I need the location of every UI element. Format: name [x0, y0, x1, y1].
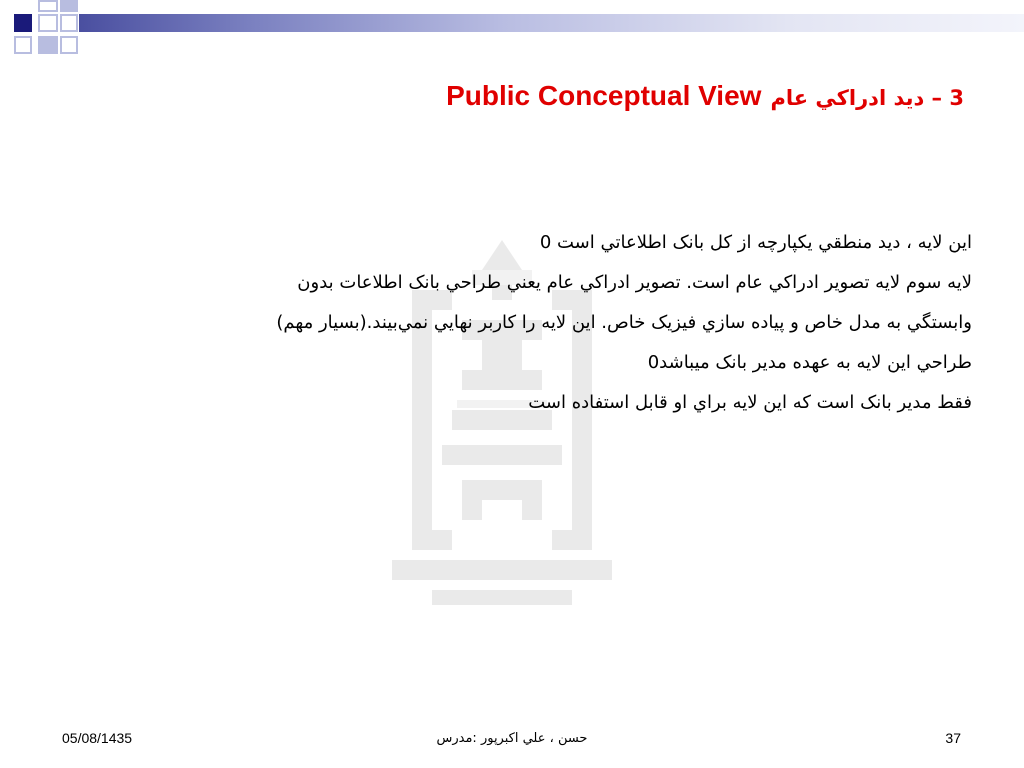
decor-square-lavender-1: [60, 0, 78, 12]
body-line-2: لايه سوم لايه تصوير ادراکي عام است. تصوير ادراکي عام يعني طراحي بانک اطلاعات بدون: [297, 272, 972, 293]
slide-title: [446, 78, 964, 116]
slide-title-arabic: 3 – ديد ادراکي عام: [770, 86, 964, 110]
footer-author: حسن ، علي اکبرپور :مدرس: [436, 731, 588, 746]
header-gradient-bar: [79, 14, 1024, 32]
body-line-5: فقط مدير بانک است که اين لايه براي او قابل استفاده است: [528, 392, 972, 413]
slide-body: [72, 223, 972, 423]
body-line-4: طراحي اين لايه به عهده مدير بانک ميباشد0: [647, 352, 972, 373]
decor-square-outline-1: [38, 0, 58, 12]
decor-square-outline-4: [14, 36, 32, 54]
body-line-1: اين لايه ، ديد منطقي يکپارچه از کل بانک اطلاعاتي است 0: [539, 232, 972, 253]
decor-square-navy: [14, 14, 32, 32]
body-line-3: وابستگي به مدل خاص و پياده سازي فيزيک خاص. اين لايه را کاربر نهايي نمي‌بيند.(بسيار مهم): [276, 312, 972, 333]
footer-date: 05/08/1435: [62, 730, 133, 746]
slide-title-english: Public Conceptual View: [446, 80, 762, 111]
decor-square-outline-5: [60, 36, 78, 54]
decor-square-outline-3: [60, 14, 78, 32]
decor-square-lavender-2: [38, 36, 58, 54]
decor-square-outline-2: [38, 14, 58, 32]
footer-page-number: 37: [945, 730, 961, 746]
